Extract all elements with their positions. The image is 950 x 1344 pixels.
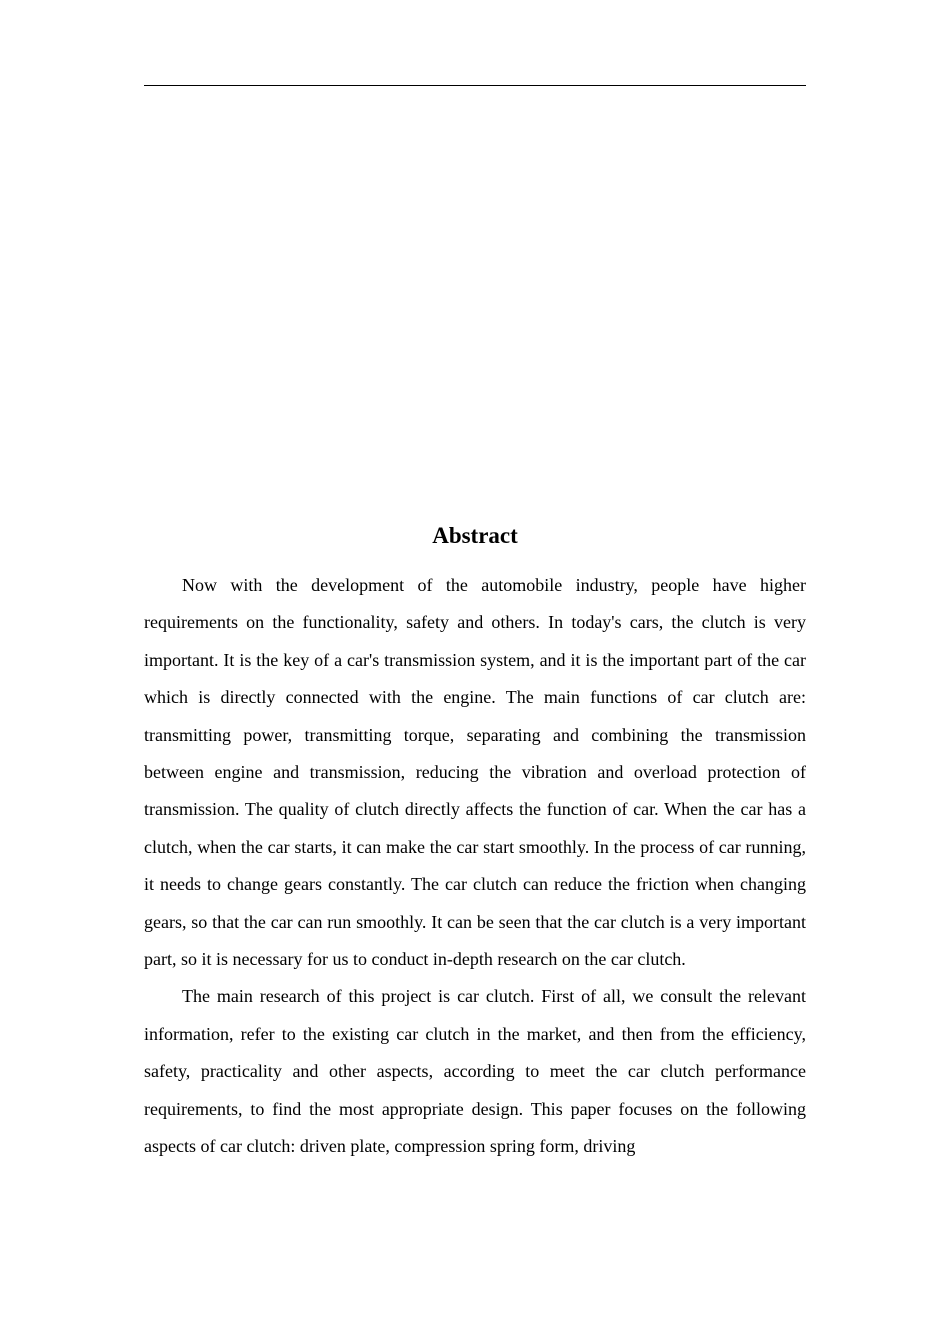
abstract-paragraph-2: The main research of this project is car clutch. First of all, we consult the relevant information, refer to the existing car clutch in the market, and then from the efficiency, safety, practicality and other aspects, according to meet the car clutch performance requirements, to find the most appropriate design. This paper focuses on the following aspects of car clutch: driven plate, compression spring form, driving — [144, 986, 806, 1157]
abstract-title: Abstract — [432, 523, 518, 548]
abstract-paragraph-1: Now with the development of the automobile industry, people have higher requirements on the functionality, safety and others. In today's cars, the clutch is very important. It is the key of a car's transmission system, and it is the important part of the car which is directly connected with the engine. The main functions of car clutch are: transmitting power, transmitting torque, separating and combining the transmission between engine and transmission, reducing the vibration and overload protection of transmission. The quality of clutch directly affects the function of car. When the car has a clutch, when the car starts, it can make the car start smoothly. In the process of car running, it needs to change gears constantly. The car clutch can reduce the friction when changing gears, so that the car can run smoothly. It can be seen that the car clutch is a very important part, so it is necessary for us to conduct in-depth research on the car clutch. — [144, 575, 806, 970]
header-rule — [144, 85, 806, 86]
abstract-section — [144, 518, 806, 1166]
